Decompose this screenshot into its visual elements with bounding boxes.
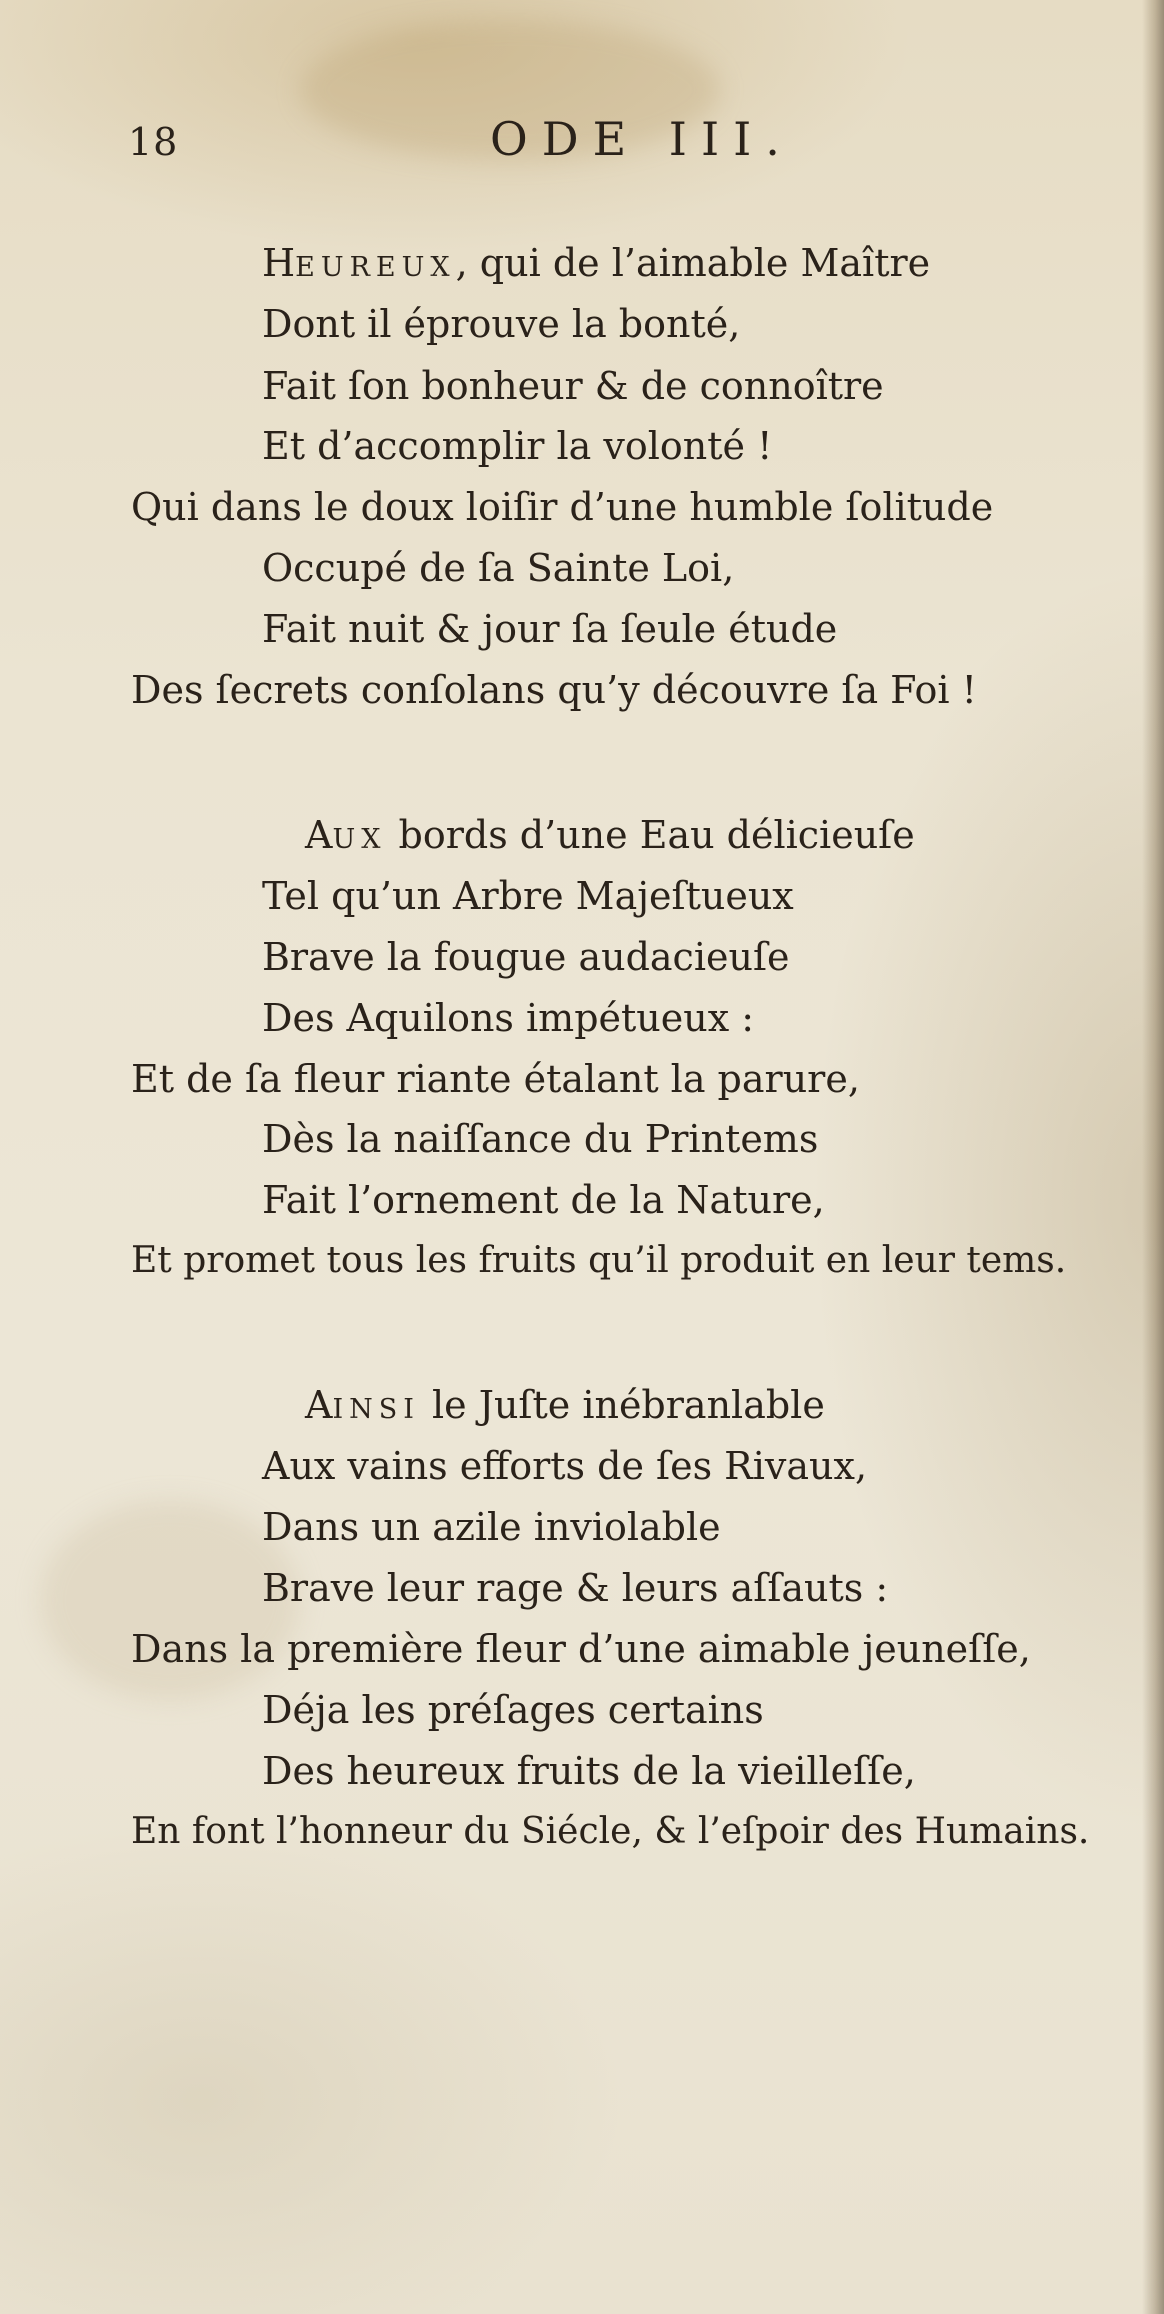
verse-line: Dès la naiſſance du Printems [262, 1117, 819, 1161]
verse-line [305, 813, 915, 862]
verse-text: , qui de l’aimable Maître [455, 241, 931, 285]
verse-line [262, 241, 930, 290]
verse-line: Des ſecrets conſolans qu’y découvre ſa Foi ! [131, 668, 977, 712]
verse-line: Des heureux fruits de la vieilleſſe, [262, 1749, 916, 1793]
verse-line: Dont il éprouve la bonté, [262, 302, 741, 346]
initial-letter: H [262, 241, 296, 285]
small-caps-word: EUREUX [295, 252, 456, 283]
verse-line: Des Aquilons impétueux : [262, 996, 755, 1040]
page-edge-shadow [1142, 0, 1164, 2314]
small-caps-word: INSI [332, 1394, 420, 1425]
verse-line: Brave leur rage & leurs aſſauts : [262, 1566, 889, 1610]
verse-line: Brave la fougue audacieuſe [262, 935, 790, 979]
verse-line: Occupé de ſa Sainte Loi, [262, 546, 735, 590]
verse-line: Dans un azile inviolable [262, 1505, 721, 1549]
verse-text: bords d’une Eau délicieuſe [386, 813, 915, 857]
page-header [0, 112, 1164, 172]
verse-line: Aux vains efforts de ſes Rivaux, [262, 1444, 868, 1488]
verse-line: Déja les préſages certains [262, 1688, 764, 1732]
verse-line: Dans la première fleur d’une aimable jeuneſſe, [131, 1627, 1031, 1671]
verse-line: En font l’honneur du Siécle, & l’eſpoir des Humains. [131, 1811, 1090, 1852]
verse-line: Fait nuit & jour ſa ſeule étude [262, 607, 838, 651]
verse-line [305, 1383, 825, 1432]
verse-line: Tel qu’un Arbre Majeſtueux [262, 874, 794, 918]
verse-line: Qui dans le doux loiſir d’une humble ſolitude [131, 485, 994, 529]
verse-line: Et d’accomplir la volonté ! [262, 424, 773, 468]
verse-line: Fait ſon bonheur & de connoître [262, 364, 884, 408]
initial-letter: A [305, 813, 333, 857]
verse-line: Fait l’ornement de la Nature, [262, 1178, 825, 1222]
verse-line: Et de ſa fleur riante étalant la parure, [131, 1057, 860, 1101]
small-caps-word: UX [332, 824, 387, 855]
verse-line: Et promet tous les fruits qu’il produit en leur tems. [131, 1240, 1067, 1281]
initial-letter: A [305, 1383, 333, 1427]
page-number: 18 [128, 120, 179, 164]
running-title: ODE III. [490, 112, 794, 166]
verse-text: le Juſte inébranlable [419, 1383, 825, 1427]
